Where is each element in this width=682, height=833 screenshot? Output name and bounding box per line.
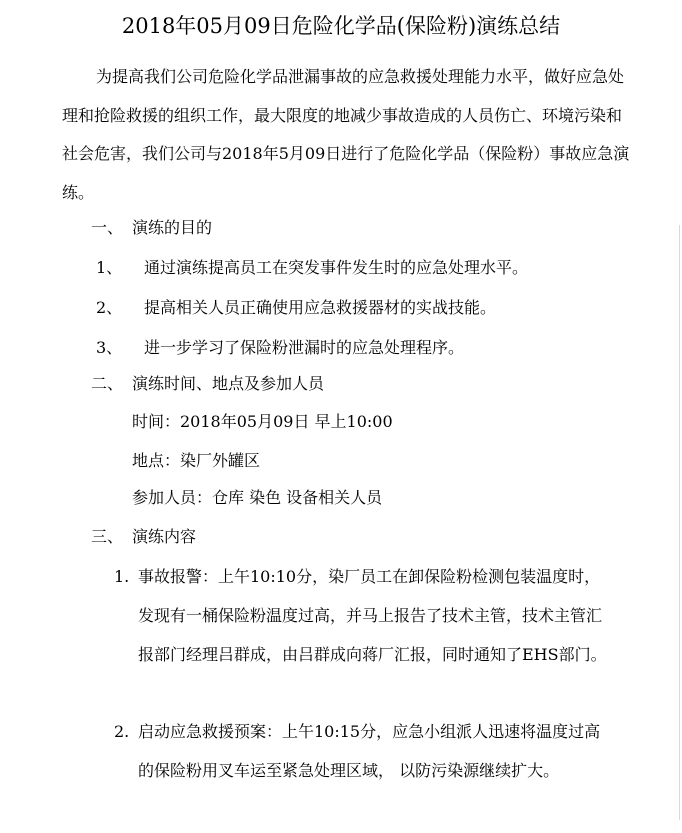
section-3-title: 演练内容: [132, 527, 197, 546]
drill-place: 地点：染厂外罐区: [132, 451, 261, 470]
list-item-text: 提高相关人员正确使用应急救援器材的实战技能。: [144, 298, 497, 317]
list-item-number: 3、: [96, 338, 123, 357]
intro-paragraph: 为提高我们公司危险化学品泄漏事故的应急救援处理能力水平，做好应急处理和抢险救援的组织工作，最大限度的地减少事故造成的人员伤亡、环境污染和社会危害，我们公司与2018年5月09日进行了危险化学品（保险粉）事故应急演练。: [62, 67, 630, 202]
section-2-number: 二、: [91, 374, 124, 393]
section-2-heading: [91, 373, 324, 395]
list-item-number: 2、: [96, 298, 123, 317]
list-item-text: 通过演练提高员工在突发事件发生时的应急处理水平。: [144, 258, 529, 277]
section-1-number: 一、: [91, 218, 124, 237]
list-item: [96, 297, 496, 319]
page-edge-divider: [679, 225, 680, 820]
section-3-heading: [91, 526, 196, 548]
section-1-heading: [91, 217, 212, 239]
list-item-text: 进一步学习了保险粉泄漏时的应急处理程序。: [144, 338, 465, 357]
document-title: 2018年05月09日危险化学品(保险粉)演练总结: [121, 14, 561, 38]
list-item-number: 1、: [96, 258, 123, 277]
content-item-number: 1.: [114, 567, 130, 586]
section-3-number: 三、: [91, 527, 124, 546]
drill-time: 时间：2018年05月09日 早上10:00: [132, 412, 393, 431]
content-item-text: 事故报警：上午10:10分，染厂员工在卸保险粉检测包装温度时，发现有一桶保险粉温度过高，并马上报告了技术主管，技术主管汇报部门经理吕群成，由吕群成向蒋厂汇报，同时通知了EHS部门。: [138, 567, 607, 664]
list-item: [96, 337, 464, 359]
section-2-title: 演练时间、地点及参加人员: [132, 374, 325, 393]
list-item: [96, 257, 528, 279]
section-1-title: 演练的目的: [132, 218, 213, 237]
drill-participants: 参加人员：仓库 染色 设备相关人员: [132, 488, 383, 507]
content-item-number: 2.: [114, 722, 130, 741]
content-item-text: 启动应急救援预案：上午10:15分，应急小组派人迅速将温度过高的保险粉用叉车运至紧急处理区域， 以防污染源继续扩大。: [138, 722, 601, 780]
